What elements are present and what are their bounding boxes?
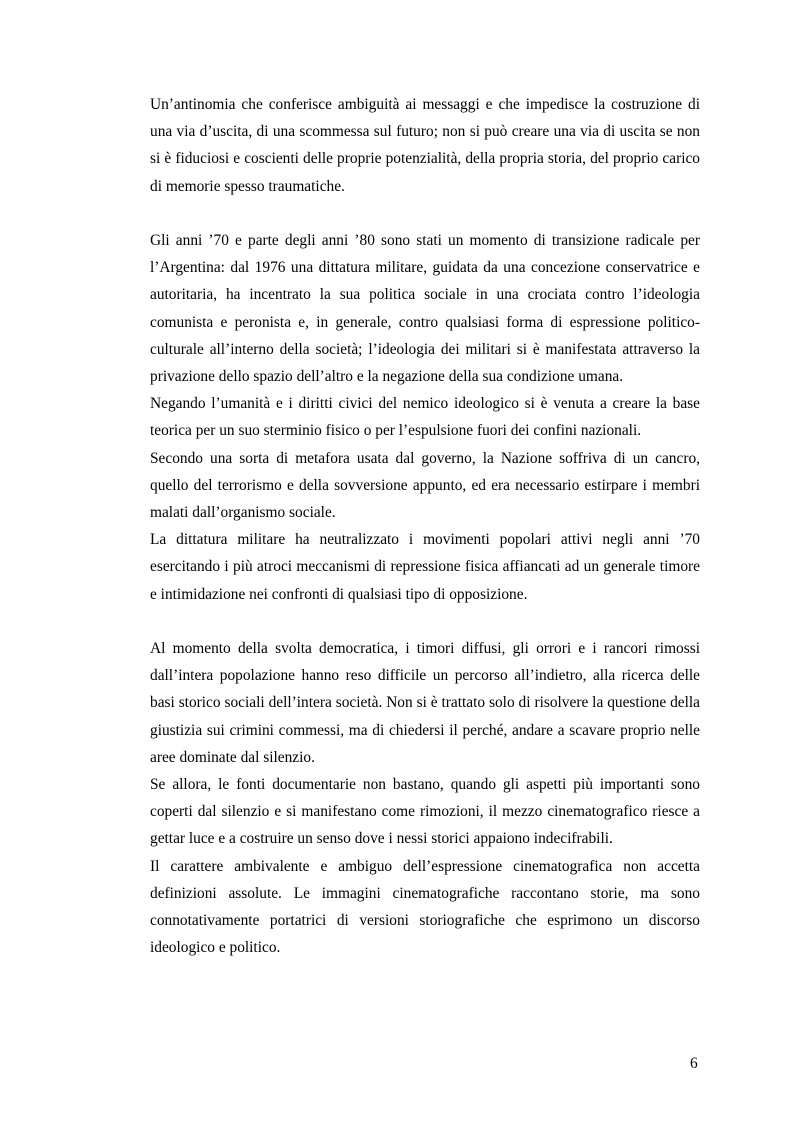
paragraph-spacer: [150, 608, 700, 635]
paragraph: Un’antinomia che conferisce ambiguità ai messaggi e che impedisce la costruzione di una via d’uscita, di una scommessa sul futuro; non si può creare una via di uscita se non si è fiduciosi e coscienti delle proprie potenzialità, della propria storia, del proprio carico di memorie spesso traumatiche.: [150, 96, 700, 195]
paragraph: Il carattere ambivalente e ambiguo dell’espressione cinematografica non accetta definizioni assolute. Le immagini cinematografiche raccontano storie, ma sono connotativamente portatrici di versioni storiografiche che esprimono un discorso ideologico e politico.: [150, 857, 700, 957]
paragraph: La dittatura militare ha neutralizzato i movimenti popolari attivi negli anni ’70 esercitando i più atroci meccanismi di repressione fisica affiancati ad un generale timore e intimidazione nei confronti di qualsiasi tipo di opposizione.: [150, 531, 700, 603]
paragraph: Se allora, le fonti documentarie non bastano, quando gli aspetti più importanti sono coperti dal silenzio e si manifestano come rimozioni, il mezzo cinematografico riesce a gettar luce e a costruire un senso dove i nessi storici appaiono indecifrabili.: [150, 776, 700, 848]
page-body: [150, 91, 700, 961]
paragraph-spacer: [150, 200, 700, 227]
paragraph: Gli anni ’70 e parte degli anni ’80 sono stati un momento di transizione radicale per l’Argentina: dal 1976 una dittatura militare, guidata da una concezione conservatrice e autoritaria, ha incentrato la sua politica sociale in una crociata contro l’ideologia comunista e peronista e, in generale, contro qualsiasi forma di espressione politico-culturale all’interno della società; l’ideologia dei militari si è manifestata attraverso la privazione dello spazio dell’altro e la negazione della sua condizione umana.: [150, 232, 700, 386]
paragraph: Al momento della svolta democratica, i timori diffusi, gli orrori e i rancori rimossi dall’intera popolazione hanno reso difficile un percorso all’indietro, alla ricerca delle basi storico sociali dell’intera società. Non si è trattato solo di risolvere la questione della giustizia sui crimini commessi, ma di chiedersi il perché, andare a scavare proprio nelle aree dominate dal silenzio.: [150, 640, 700, 766]
page-number: 6: [690, 1055, 698, 1072]
paragraph: Secondo una sorta di metafora usata dal governo, la Nazione soffriva di un cancro, quello del terrorismo e della sovversione appunto, ed era necessario estirpare i membri malati dall’organismo sociale.: [150, 449, 700, 522]
paragraph: Negando l’umanità e i diritti civici del nemico ideologico si è venuta a creare la base teorica per un suo sterminio fisico o per l’espulsione fuori dei confini nazionali.: [150, 395, 700, 440]
